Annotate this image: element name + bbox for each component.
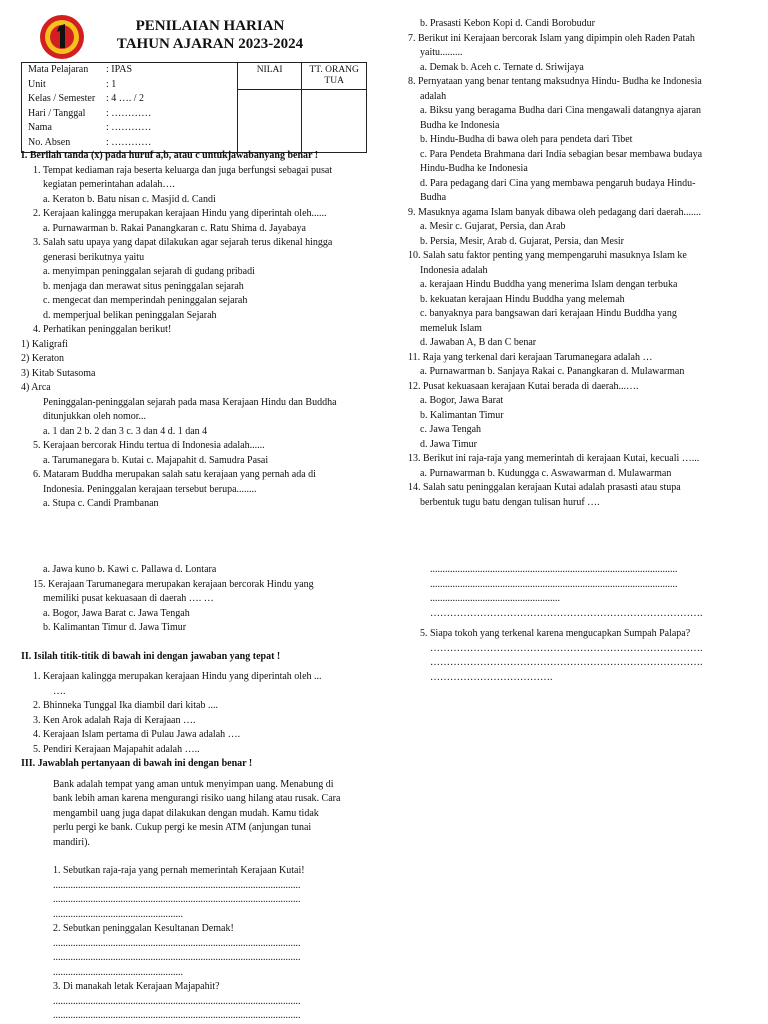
info-value[interactable]: : ………… xyxy=(106,122,152,133)
answer-line[interactable]: ................................................................................................... xyxy=(53,879,301,891)
ortu-header: TT. ORANG TUA xyxy=(302,63,367,90)
question-line[interactable]: b. Kalimantan Timur d. Jawa Timur xyxy=(43,622,187,633)
reading-passage-line: bank lebih aman karena mengurangi risiko uang hilang atau rusak. Cara xyxy=(53,793,341,804)
question-line: yaitu......... xyxy=(420,47,463,58)
question-line[interactable]: c. Para Pendeta Brahmana dari India sebagian besar membawa budaya xyxy=(420,148,703,160)
info-label: Hari / Tanggal xyxy=(28,107,86,119)
question-line[interactable]: a. Mesir c. Gujarat, Persia, dan Arab xyxy=(420,221,566,232)
section1-left xyxy=(21,149,371,512)
question-line[interactable]: b. Prasasti Kebon Kopi d. Candi Borobudur xyxy=(420,18,595,29)
question-line: 2) Keraton xyxy=(21,353,65,364)
section2-heading: II. Isilah titik-titik di bawah ini dengan jawaban yang tepat ! xyxy=(21,650,281,662)
question-line: 3) Kitab Sutasoma xyxy=(21,367,96,379)
answer-line[interactable]: ………………………………………………………………………. xyxy=(430,642,703,654)
info-row xyxy=(22,63,237,78)
question-line[interactable]: a. Demak b. Aceh c. Ternate d. Sriwijaya xyxy=(420,61,584,73)
page-title xyxy=(90,17,330,53)
section3-heading: III. Jawablah pertanyaan di bawah ini dengan benar ! xyxy=(21,758,253,769)
answer-line[interactable]: ................................................................................................... xyxy=(53,894,301,905)
info-label: Kelas / Semester xyxy=(28,93,96,104)
reading-passage-line: perlu pergi ke bank. Cukup pergi ke mesin ATM (anjungan tunai xyxy=(53,822,312,833)
question-line: memiliki pusat kekuasaan di daerah …. … xyxy=(43,593,214,604)
question-line: ditunjukkan oleh nomor... xyxy=(43,411,147,422)
question-line: 3. Salah satu upaya yang dapat dilakukan agar sejarah terus dikenal hingga xyxy=(33,237,333,248)
question-line[interactable]: b. Kalimantan Timur xyxy=(420,409,504,421)
question-line[interactable]: b. kekuatan kerajaan Hindu Buddha yang melemah xyxy=(420,293,625,305)
question-line: generasi berikutnya yaitu xyxy=(43,251,145,263)
answer-line[interactable]: ................................................................................................... xyxy=(53,952,301,963)
question-line: 4) Arca xyxy=(21,382,51,393)
title-line-1: PENILAIAN HARIAN xyxy=(135,18,285,34)
question-line: 11. Raja yang terkenal dari kerajaan Tarumanegara adalah … xyxy=(408,351,653,363)
question-line: 1. Tempat kediaman raja beserta keluarga dan juga berfungsi sebagai pusat xyxy=(33,164,333,176)
question-line: Indonesia. Peninggalan kerajaan tersebut berupa........ xyxy=(43,483,257,495)
question-line[interactable]: c. banyaknya para bangsawan dari kerajaan Hindu Buddha yang xyxy=(420,308,677,319)
question-line[interactable]: d. Jawa Timur xyxy=(420,438,477,450)
answer-line[interactable]: .................................................... xyxy=(53,908,183,920)
question-line[interactable]: a. kerajaan Hindu Buddha yang menerima Islam dengan terbuka xyxy=(420,279,678,290)
essay-question-3: 3. Di manakah letak Kerajaan Majapahit? xyxy=(53,981,220,992)
info-label: Mata Pelajaran xyxy=(28,64,89,75)
question-line: 5. Kerajaan bercorak Hindu tertua di Indonesia adalah...... xyxy=(33,440,265,451)
question-line[interactable]: a. Stupa c. Candi Prambanan xyxy=(43,498,159,509)
question-line[interactable]: a. Purnawarman b. Rakai Panangkaran c. Ratu Shima d. Jayabaya xyxy=(43,222,306,234)
answer-line[interactable]: ................................................................................................... xyxy=(53,995,301,1007)
question-line[interactable]: a. Tarumanegara b. Kutai c. Majapahit d. Samudra Pasai xyxy=(43,454,269,466)
fill-in-item: 3. Ken Arok adalah Raja di Kerajaan …. xyxy=(33,714,196,726)
question-line[interactable]: a. Biksu yang beragama Budha dari Cina mengawali datangnya ajaran xyxy=(420,105,702,116)
question-line: Hindu-Budha ke Indonesia xyxy=(420,163,528,174)
info-label: Unit xyxy=(28,78,46,90)
reading-passage-line: Bank adalah tempat yang aman untuk menyimpan uang. Menabung di xyxy=(53,778,334,790)
info-value[interactable]: : ………… xyxy=(106,136,152,148)
question-line[interactable]: b. Hindu-Budha di bawa oleh para pendeta dari Tibet xyxy=(420,134,633,145)
question-line[interactable]: c. mengecat dan memperindah peninggalan sejarah xyxy=(43,295,248,306)
info-value[interactable]: : IPAS xyxy=(106,64,133,75)
info-value[interactable]: : ………… xyxy=(106,107,152,119)
info-row xyxy=(22,78,237,93)
essay-question-5: 5. Siapa tokoh yang terkenal karena mengucapkan Sumpah Palapa? xyxy=(420,628,691,639)
answer-line[interactable]: .................................................... xyxy=(53,966,183,978)
question-line[interactable]: a. Purnawarman b. Sanjaya Rakai c. Panangkaran d. Mulawarman xyxy=(420,366,685,377)
question-line[interactable]: b. menjaga dan merawat situs peninggalan sejarah xyxy=(43,280,244,292)
essay-question-2: 2. Sebutkan peninggalan Kesultanan Demak! xyxy=(53,923,234,934)
question-line: 1) Kaligrafi xyxy=(21,338,68,350)
answer-line[interactable]: ................................................................................................... xyxy=(53,1010,301,1021)
nilai-box[interactable] xyxy=(237,90,302,153)
info-value[interactable]: : 4 …. / 2 xyxy=(106,93,145,104)
reading-passage-line: mandiri). xyxy=(53,836,90,848)
question-line[interactable]: c. Jawa Tengah xyxy=(420,424,482,435)
section1-right xyxy=(408,17,750,510)
question-line: 13. Berikut ini raja-raja yang memerintah di kerajaan Kutai, kecuali …... xyxy=(408,453,700,464)
info-label: Nama xyxy=(28,122,52,133)
question-line: Peninggalan-peninggalan sejarah pada masa Kerajaan Hindu dan Buddha xyxy=(43,396,337,408)
essay-question-1: 1. Sebutkan raja-raja yang pernah memerintah Kerajaan Kutai! xyxy=(53,865,305,876)
answer-line[interactable]: .................................................... xyxy=(430,593,560,604)
answer-line[interactable]: ………………………………………………………………………. xyxy=(430,657,703,668)
question-line[interactable]: b. Persia, Mesir, Arab d. Gujarat, Persia, dan Mesir xyxy=(420,235,624,247)
fill-in-item: 1. Kerajaan kalingga merupakan kerajaan Hindu yang diperintah oleh ... xyxy=(33,671,322,682)
student-info-table xyxy=(21,62,367,153)
question-line: 9. Masuknya agama Islam banyak dibawa oleh pedagang dari daerah....... xyxy=(408,206,701,218)
question-line: 15. Kerajaan Tarumanegara merupakan kerajaan bercorak Hindu yang xyxy=(33,578,314,590)
nilai-header: NILAI xyxy=(237,63,302,90)
question-line[interactable]: a. Keraton b. Batu nisan c. Masjid d. Candi xyxy=(43,193,216,205)
question-line: berbentuk tugu batu dengan tulisan huruf …. xyxy=(420,496,600,508)
info-row xyxy=(22,107,237,122)
question-line: 14. Salah satu peninggalan kerajaan Kutai adalah prasasti atau stupa xyxy=(408,482,681,493)
question-line: 2. Kerajaan kalingga merupakan kerajaan Hindu yang diperintah oleh...... xyxy=(33,208,327,219)
question-line: memeluk Islam xyxy=(420,322,482,334)
answer-line[interactable]: ................................................................................................... xyxy=(53,937,301,949)
question-line: 12. Pusat kekuasaan kerajaan Kutai berada di daerah...…. xyxy=(408,380,639,392)
ortu-signature-box[interactable] xyxy=(302,90,367,153)
section1-heading: I. Berilah tanda (x) pada huruf a,b, atau c untukjawabanyang benar ! xyxy=(21,150,319,161)
question-line: Budha ke Indonesia xyxy=(420,119,500,131)
question-line: 8. Pernyataan yang benar tentang maksudnya Hindu- Budha ke Indonesia xyxy=(408,76,702,87)
reading-passage-line: mengambil uang juga dapat dilakukan dengan mudah. Kamu tidak xyxy=(53,807,319,819)
question-line: 6. Mataram Buddha merupakan salah satu kerajaan yang pernah ada di xyxy=(33,469,316,480)
info-value[interactable]: : 1 xyxy=(106,78,117,90)
question-line: 4. Perhatikan peninggalan berikut! xyxy=(33,324,172,335)
fill-in-item: 5. Pendiri Kerajaan Majapahit adalah ….. xyxy=(33,743,200,755)
title-line-2: TAHUN AJARAN 2023-2024 xyxy=(116,36,304,52)
question-line[interactable]: a. Bogor, Jawa Barat xyxy=(420,395,504,406)
question-line: adalah xyxy=(420,90,447,102)
fill-in-item: 2. Bhinneka Tunggal Ika diambil dari kitab .... xyxy=(33,700,218,711)
question-line[interactable]: a. Bogor, Jawa Barat c. Jawa Tengah xyxy=(43,607,190,619)
question-line[interactable]: a. menyimpan peninggalan sejarah di gudang pribadi xyxy=(43,266,255,277)
question-line: kegiatan pemerintahan adalah…. xyxy=(43,179,175,190)
info-row xyxy=(22,121,237,136)
question-line: 7. Berikut ini Kerajaan bercorak Islam yang dipimpin oleh Raden Patah xyxy=(408,32,695,44)
info-label: No. Absen xyxy=(28,136,71,148)
question-line: 10. Salah satu faktor penting yang mempengaruhi masuknya Islam ke xyxy=(408,250,687,261)
info-row xyxy=(22,92,237,107)
question-line[interactable]: d. memperjual belikan peninggalan Sejarah xyxy=(43,309,217,321)
lower-left xyxy=(21,563,371,1024)
answer-line[interactable]: ………………………………………………………………………. xyxy=(430,607,703,619)
question-line[interactable]: a. Jawa kuno b. Kawi c. Pallawa d. Lontara xyxy=(43,564,217,575)
question-line[interactable]: a. 1 dan 2 b. 2 dan 3 c. 3 dan 4 d. 1 dan 4 xyxy=(43,425,208,437)
fill-in-item: 4. Kerajaan Islam pertama di Pulau Jawa adalah …. xyxy=(33,729,241,740)
answer-line[interactable]: ................................................................................................... xyxy=(430,578,678,590)
answer-line[interactable]: ................................................................................................... xyxy=(430,564,678,575)
school-logo-icon xyxy=(39,14,85,60)
question-line: Budha xyxy=(420,192,447,203)
answer-line[interactable]: ………………………………. xyxy=(430,671,553,683)
info-row xyxy=(22,136,237,151)
lower-right xyxy=(408,563,750,685)
fill-in-item: …. xyxy=(53,685,66,697)
question-line[interactable]: d. Jawaban A, B dan C benar xyxy=(420,337,537,348)
question-line[interactable]: d. Para pedagang dari Cina yang membawa pengaruh budaya Hindu- xyxy=(420,177,696,189)
question-line[interactable]: a. Purnawarman b. Kudungga c. Aswawarman d. Mulawarman xyxy=(420,467,672,479)
question-line: Indonesia adalah xyxy=(420,264,488,276)
info-rows xyxy=(22,63,237,150)
